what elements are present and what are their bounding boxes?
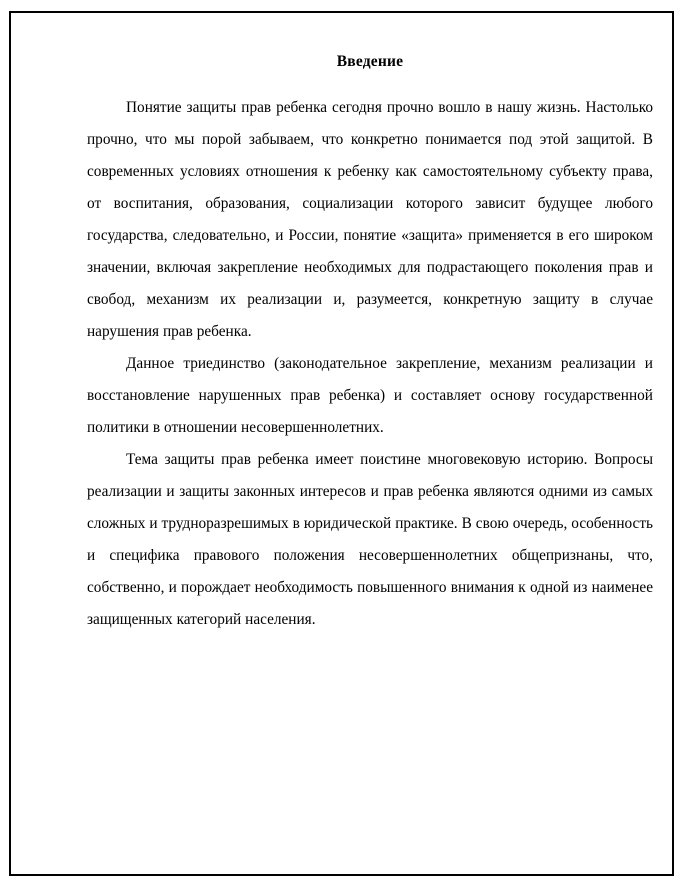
paragraph-1: Понятие защиты прав ребенка сегодня прочно вошло в нашу жизнь. Настолько прочно, что мы порой забываем, что конкретно понимается под этой защитой. В современных условиях отношения к ребенку как самостоятельному субъекту права, от воспитания, образования, социализации которого зависит будущее любого государства, следовательно, и России, понятие «защита» применяется в его широком значении, включая закрепление необходимых для подрастающего поколения прав и свобод, механизм их реализации и, разумеется, конкретную защиту в случае нарушения прав ребенка. [87, 99, 653, 340]
document-text-body [87, 46, 653, 636]
paragraph-3: Тема защиты прав ребенка имеет поистине многовековую историю. Вопросы реализации и защиты законных интересов и прав ребенка являются одними из самых сложных и трудноразрешимых в юридической практике. В свою очередь, особенность и специфика правового положения несовершеннолетних общепризнаны, что, собственно, и порождает необходимость повышенного внимания к одной из наименее защищенных категорий населения. [87, 451, 653, 628]
paragraph-2: Данное триединство (законодательное закрепление, механизм реализации и восстановление нарушенных прав ребенка) и составляет основу государственной политики в отношении несовершеннолетних. [87, 355, 653, 436]
page-title: Введение [336, 53, 404, 70]
document-page-frame [9, 11, 674, 876]
